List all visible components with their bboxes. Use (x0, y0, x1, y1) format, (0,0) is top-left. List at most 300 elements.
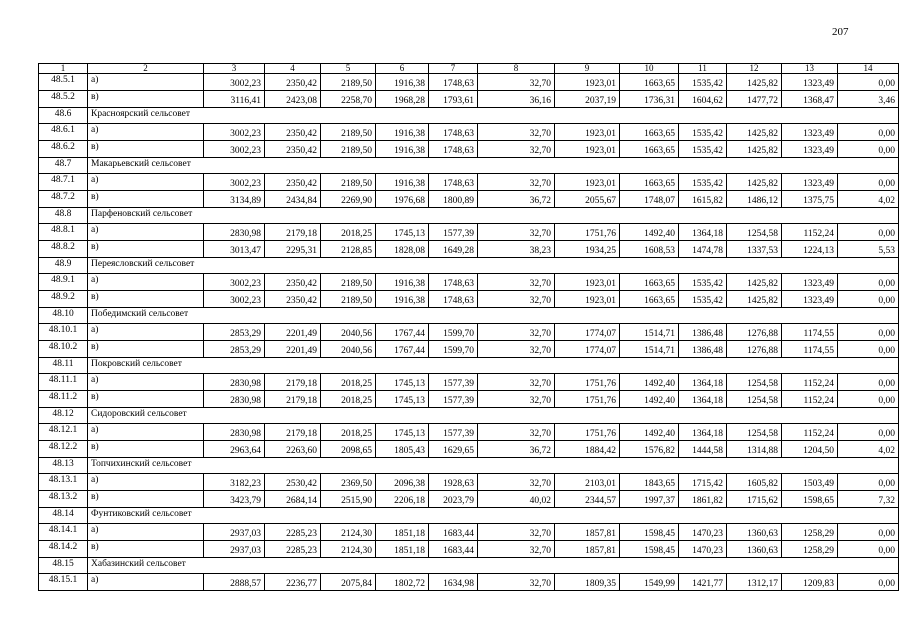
value-cell: 2018,25 (321, 224, 376, 241)
value-cell: 2937,03 (204, 541, 265, 558)
value-cell: 1809,35 (555, 574, 620, 591)
value-cell: 32,70 (478, 374, 555, 391)
group-title: Переясловский сельсовет (88, 258, 899, 274)
value-cell: 1748,63 (429, 74, 478, 91)
value-cell: 1477,72 (727, 91, 782, 108)
value-cell: 0,00 (838, 341, 899, 358)
value-cell: 3002,23 (204, 74, 265, 91)
value-cell: 0,00 (838, 474, 899, 491)
value-cell: 1751,76 (555, 391, 620, 408)
header-cell: 8 (478, 64, 555, 74)
value-cell: 1751,76 (555, 374, 620, 391)
value-cell: 2285,23 (265, 541, 321, 558)
value-cell: 32,70 (478, 174, 555, 191)
value-cell: 2103,01 (555, 474, 620, 491)
value-cell: 2179,18 (265, 424, 321, 441)
table-row (39, 91, 899, 108)
table-row (39, 474, 899, 491)
header-cell: 1 (39, 64, 88, 74)
value-cell: 1599,70 (429, 324, 478, 341)
value-cell: 0,00 (838, 391, 899, 408)
value-cell: 32,70 (478, 141, 555, 158)
value-cell: 2018,25 (321, 374, 376, 391)
value-cell: 2830,98 (204, 391, 265, 408)
value-cell: 2937,03 (204, 524, 265, 541)
value-cell: 2096,38 (376, 474, 429, 491)
table-body (39, 64, 899, 591)
value-cell: 1851,18 (376, 541, 429, 558)
value-cell: 1577,39 (429, 374, 478, 391)
value-cell: 32,70 (478, 524, 555, 541)
value-cell: 32,70 (478, 291, 555, 308)
value-cell: 4,02 (838, 191, 899, 208)
value-cell: 1364,18 (679, 424, 727, 441)
value-cell: 1828,08 (376, 241, 429, 258)
row-label: в) (88, 291, 204, 308)
row-label: а) (88, 374, 204, 391)
value-cell: 1884,42 (555, 441, 620, 458)
value-cell: 2055,67 (555, 191, 620, 208)
value-cell: 1276,88 (727, 341, 782, 358)
value-cell: 1425,82 (727, 174, 782, 191)
value-cell: 2350,42 (265, 274, 321, 291)
row-label: в) (88, 241, 204, 258)
group-code: 48.7 (39, 158, 88, 174)
table-row (39, 341, 899, 358)
value-cell: 1745,13 (376, 224, 429, 241)
row-code: 48.10.2 (39, 341, 88, 358)
value-cell: 2201,49 (265, 324, 321, 341)
value-cell: 0,00 (838, 541, 899, 558)
value-cell: 1745,13 (376, 374, 429, 391)
value-cell: 1323,49 (782, 124, 838, 141)
value-cell: 1843,65 (620, 474, 679, 491)
row-code: 48.7.2 (39, 191, 88, 208)
value-cell: 1968,28 (376, 91, 429, 108)
table-row (39, 524, 899, 541)
value-cell: 1745,13 (376, 424, 429, 441)
header-cell: 6 (376, 64, 429, 74)
row-label: в) (88, 491, 204, 508)
value-cell: 1598,45 (620, 541, 679, 558)
value-cell: 1425,82 (727, 141, 782, 158)
value-cell: 36,16 (478, 91, 555, 108)
value-cell: 1751,76 (555, 224, 620, 241)
value-cell: 1774,07 (555, 324, 620, 341)
value-cell: 1748,63 (429, 124, 478, 141)
value-cell: 1323,49 (782, 141, 838, 158)
group-title: Макарьевский сельсовет (88, 158, 899, 174)
value-cell: 1916,38 (376, 274, 429, 291)
row-label: а) (88, 474, 204, 491)
value-cell: 2124,30 (321, 524, 376, 541)
value-cell: 1605,82 (727, 474, 782, 491)
group-title: Хабазинский сельсовет (88, 558, 899, 574)
value-cell: 1421,77 (679, 574, 727, 591)
value-cell: 2530,42 (265, 474, 321, 491)
value-cell: 1598,45 (620, 524, 679, 541)
value-cell: 1364,18 (679, 391, 727, 408)
value-cell: 1323,49 (782, 274, 838, 291)
value-cell: 2206,18 (376, 491, 429, 508)
group-title: Покровский сельсовет (88, 358, 899, 374)
value-cell: 1604,62 (679, 91, 727, 108)
row-code: 48.11.2 (39, 391, 88, 408)
value-cell: 4,02 (838, 441, 899, 458)
group-code: 48.12 (39, 408, 88, 424)
value-cell: 1535,42 (679, 74, 727, 91)
row-code: 48.5.2 (39, 91, 88, 108)
value-cell: 2963,64 (204, 441, 265, 458)
group-code: 48.13 (39, 458, 88, 474)
value-cell: 1923,01 (555, 74, 620, 91)
value-cell: 1663,65 (620, 291, 679, 308)
value-cell: 1486,12 (727, 191, 782, 208)
header-cell: 3 (204, 64, 265, 74)
value-cell: 32,70 (478, 224, 555, 241)
value-cell: 1748,63 (429, 174, 478, 191)
value-cell: 32,70 (478, 124, 555, 141)
value-cell: 32,70 (478, 341, 555, 358)
header-cell: 11 (679, 64, 727, 74)
value-cell: 2295,31 (265, 241, 321, 258)
value-cell: 1748,07 (620, 191, 679, 208)
value-cell: 1857,81 (555, 524, 620, 541)
value-cell: 1857,81 (555, 541, 620, 558)
header-cell: 5 (321, 64, 376, 74)
value-cell: 2350,42 (265, 291, 321, 308)
group-row (39, 308, 899, 324)
value-cell: 2040,56 (321, 341, 376, 358)
group-row (39, 158, 899, 174)
value-cell: 5,53 (838, 241, 899, 258)
value-cell: 1360,63 (727, 541, 782, 558)
value-cell: 2189,50 (321, 74, 376, 91)
value-cell: 1276,88 (727, 324, 782, 341)
value-cell: 2023,79 (429, 491, 478, 508)
value-cell: 1474,78 (679, 241, 727, 258)
value-cell: 0,00 (838, 424, 899, 441)
value-cell: 3013,47 (204, 241, 265, 258)
table-row (39, 191, 899, 208)
value-cell: 1470,23 (679, 541, 727, 558)
header-cell: 13 (782, 64, 838, 74)
group-code: 48.6 (39, 108, 88, 124)
value-cell: 32,70 (478, 574, 555, 591)
value-cell: 1928,63 (429, 474, 478, 491)
row-label: а) (88, 74, 204, 91)
page-number: 207 (832, 26, 849, 38)
value-cell: 1851,18 (376, 524, 429, 541)
value-cell: 1663,65 (620, 141, 679, 158)
value-cell: 1258,29 (782, 541, 838, 558)
row-label: в) (88, 141, 204, 158)
value-cell: 40,02 (478, 491, 555, 508)
row-label: а) (88, 124, 204, 141)
value-cell: 1514,71 (620, 341, 679, 358)
value-cell: 1258,29 (782, 524, 838, 541)
header-cell: 4 (265, 64, 321, 74)
value-cell: 1375,75 (782, 191, 838, 208)
value-cell: 32,70 (478, 274, 555, 291)
row-code: 48.15.1 (39, 574, 88, 591)
value-cell: 1535,42 (679, 274, 727, 291)
group-title: Сидоровский сельсовет (88, 408, 899, 424)
value-cell: 2201,49 (265, 341, 321, 358)
value-cell: 1767,44 (376, 341, 429, 358)
value-cell: 0,00 (838, 124, 899, 141)
value-cell: 1425,82 (727, 291, 782, 308)
value-cell: 0,00 (838, 224, 899, 241)
table-row (39, 374, 899, 391)
value-cell: 1492,40 (620, 424, 679, 441)
tariff-table (38, 63, 899, 591)
value-cell: 1364,18 (679, 374, 727, 391)
value-cell: 1800,89 (429, 191, 478, 208)
header-cell: 14 (838, 64, 899, 74)
value-cell: 1174,55 (782, 341, 838, 358)
value-cell: 2830,98 (204, 224, 265, 241)
row-code: 48.13.2 (39, 491, 88, 508)
value-cell: 2269,90 (321, 191, 376, 208)
table-row (39, 291, 899, 308)
value-cell: 0,00 (838, 141, 899, 158)
value-cell: 38,23 (478, 241, 555, 258)
group-row (39, 408, 899, 424)
row-code: 48.12.1 (39, 424, 88, 441)
group-code: 48.10 (39, 308, 88, 324)
value-cell: 2236,77 (265, 574, 321, 591)
row-code: 48.8.1 (39, 224, 88, 241)
value-cell: 1152,24 (782, 374, 838, 391)
value-cell: 1492,40 (620, 374, 679, 391)
row-label: а) (88, 174, 204, 191)
value-cell: 1598,65 (782, 491, 838, 508)
value-cell: 1683,44 (429, 524, 478, 541)
header-cell: 10 (620, 64, 679, 74)
value-cell: 3134,89 (204, 191, 265, 208)
row-label: а) (88, 424, 204, 441)
value-cell: 3182,23 (204, 474, 265, 491)
value-cell: 1152,24 (782, 424, 838, 441)
value-cell: 1683,44 (429, 541, 478, 558)
value-cell: 1916,38 (376, 291, 429, 308)
value-cell: 2098,65 (321, 441, 376, 458)
value-cell: 2350,42 (265, 124, 321, 141)
table-row (39, 74, 899, 91)
value-cell: 1934,25 (555, 241, 620, 258)
value-cell: 1492,40 (620, 224, 679, 241)
value-cell: 1577,39 (429, 391, 478, 408)
group-row (39, 108, 899, 124)
value-cell: 3002,23 (204, 174, 265, 191)
value-cell: 0,00 (838, 574, 899, 591)
value-cell: 0,00 (838, 291, 899, 308)
value-cell: 1337,53 (727, 241, 782, 258)
value-cell: 1663,65 (620, 124, 679, 141)
value-cell: 1715,62 (727, 491, 782, 508)
value-cell: 0,00 (838, 374, 899, 391)
value-cell: 3002,23 (204, 291, 265, 308)
value-cell: 1923,01 (555, 174, 620, 191)
value-cell: 1152,24 (782, 391, 838, 408)
value-cell: 1576,82 (620, 441, 679, 458)
value-cell: 1386,48 (679, 341, 727, 358)
row-code: 48.11.1 (39, 374, 88, 391)
group-row (39, 508, 899, 524)
value-cell: 36,72 (478, 191, 555, 208)
value-cell: 1425,82 (727, 74, 782, 91)
value-cell: 2350,42 (265, 174, 321, 191)
row-code: 48.9.2 (39, 291, 88, 308)
value-cell: 2037,19 (555, 91, 620, 108)
value-cell: 1444,58 (679, 441, 727, 458)
value-cell: 32,70 (478, 541, 555, 558)
value-cell: 1535,42 (679, 174, 727, 191)
value-cell: 2258,70 (321, 91, 376, 108)
group-code: 48.14 (39, 508, 88, 524)
row-label: а) (88, 224, 204, 241)
value-cell: 1916,38 (376, 74, 429, 91)
value-cell: 1254,58 (727, 224, 782, 241)
value-cell: 1514,71 (620, 324, 679, 341)
row-code: 48.14.2 (39, 541, 88, 558)
row-code: 48.10.1 (39, 324, 88, 341)
value-cell: 1748,63 (429, 141, 478, 158)
value-cell: 1360,63 (727, 524, 782, 541)
value-cell: 1174,55 (782, 324, 838, 341)
value-cell: 2189,50 (321, 174, 376, 191)
value-cell: 1224,13 (782, 241, 838, 258)
row-code: 48.13.1 (39, 474, 88, 491)
row-code: 48.8.2 (39, 241, 88, 258)
row-code: 48.6.1 (39, 124, 88, 141)
group-title: Парфеновский сельсовет (88, 208, 899, 224)
value-cell: 1634,98 (429, 574, 478, 591)
row-code: 48.12.2 (39, 441, 88, 458)
value-cell: 2263,60 (265, 441, 321, 458)
value-cell: 0,00 (838, 174, 899, 191)
value-cell: 1323,49 (782, 74, 838, 91)
value-cell: 2018,25 (321, 424, 376, 441)
value-cell: 1254,58 (727, 424, 782, 441)
table-row (39, 441, 899, 458)
value-cell: 3002,23 (204, 124, 265, 141)
value-cell: 1923,01 (555, 274, 620, 291)
value-cell: 2189,50 (321, 124, 376, 141)
value-cell: 1745,13 (376, 391, 429, 408)
value-cell: 2830,98 (204, 424, 265, 441)
value-cell: 1492,40 (620, 391, 679, 408)
row-label: а) (88, 524, 204, 541)
group-code: 48.8 (39, 208, 88, 224)
value-cell: 2189,50 (321, 291, 376, 308)
value-cell: 2075,84 (321, 574, 376, 591)
value-cell: 32,70 (478, 424, 555, 441)
value-cell: 1629,65 (429, 441, 478, 458)
value-cell: 1748,63 (429, 274, 478, 291)
value-cell: 32,70 (478, 74, 555, 91)
row-code: 48.5.1 (39, 74, 88, 91)
value-cell: 3423,79 (204, 491, 265, 508)
value-cell: 2369,50 (321, 474, 376, 491)
value-cell: 1314,88 (727, 441, 782, 458)
table-row (39, 391, 899, 408)
value-cell: 2040,56 (321, 324, 376, 341)
value-cell: 2189,50 (321, 274, 376, 291)
row-code: 48.14.1 (39, 524, 88, 541)
table-row (39, 274, 899, 291)
value-cell: 3002,23 (204, 274, 265, 291)
value-cell: 2853,29 (204, 341, 265, 358)
value-cell: 1368,47 (782, 91, 838, 108)
value-cell: 1425,82 (727, 124, 782, 141)
value-cell: 1608,53 (620, 241, 679, 258)
value-cell: 1805,43 (376, 441, 429, 458)
row-label: в) (88, 441, 204, 458)
value-cell: 1364,18 (679, 224, 727, 241)
value-cell: 3,46 (838, 91, 899, 108)
value-cell: 1549,99 (620, 574, 679, 591)
header-cell: 9 (555, 64, 620, 74)
header-cell: 2 (88, 64, 204, 74)
value-cell: 3002,23 (204, 141, 265, 158)
value-cell: 0,00 (838, 324, 899, 341)
value-cell: 1793,61 (429, 91, 478, 108)
value-cell: 1425,82 (727, 274, 782, 291)
header-cell: 7 (429, 64, 478, 74)
value-cell: 1861,82 (679, 491, 727, 508)
value-cell: 32,70 (478, 391, 555, 408)
value-cell: 1802,72 (376, 574, 429, 591)
value-cell: 2853,29 (204, 324, 265, 341)
value-cell: 0,00 (838, 74, 899, 91)
value-cell: 1535,42 (679, 291, 727, 308)
row-label: а) (88, 324, 204, 341)
header-row (39, 64, 899, 74)
value-cell: 2124,30 (321, 541, 376, 558)
value-cell: 1535,42 (679, 141, 727, 158)
table-row (39, 491, 899, 508)
value-cell: 2423,08 (265, 91, 321, 108)
value-cell: 2515,90 (321, 491, 376, 508)
group-row (39, 208, 899, 224)
value-cell: 1599,70 (429, 341, 478, 358)
group-code: 48.11 (39, 358, 88, 374)
table-row (39, 174, 899, 191)
value-cell: 1916,38 (376, 174, 429, 191)
value-cell: 1916,38 (376, 141, 429, 158)
value-cell: 1997,37 (620, 491, 679, 508)
group-title: Победимский сельсовет (88, 308, 899, 324)
value-cell: 1715,42 (679, 474, 727, 491)
value-cell: 1976,68 (376, 191, 429, 208)
group-title: Красноярский сельсовет (88, 108, 899, 124)
value-cell: 1323,49 (782, 174, 838, 191)
value-cell: 1386,48 (679, 324, 727, 341)
value-cell: 2830,98 (204, 374, 265, 391)
group-code: 48.15 (39, 558, 88, 574)
value-cell: 32,70 (478, 474, 555, 491)
group-row (39, 458, 899, 474)
row-label: в) (88, 341, 204, 358)
value-cell: 1736,31 (620, 91, 679, 108)
value-cell: 2684,14 (265, 491, 321, 508)
value-cell: 1663,65 (620, 274, 679, 291)
value-cell: 2888,57 (204, 574, 265, 591)
value-cell: 1577,39 (429, 424, 478, 441)
table-row (39, 574, 899, 591)
